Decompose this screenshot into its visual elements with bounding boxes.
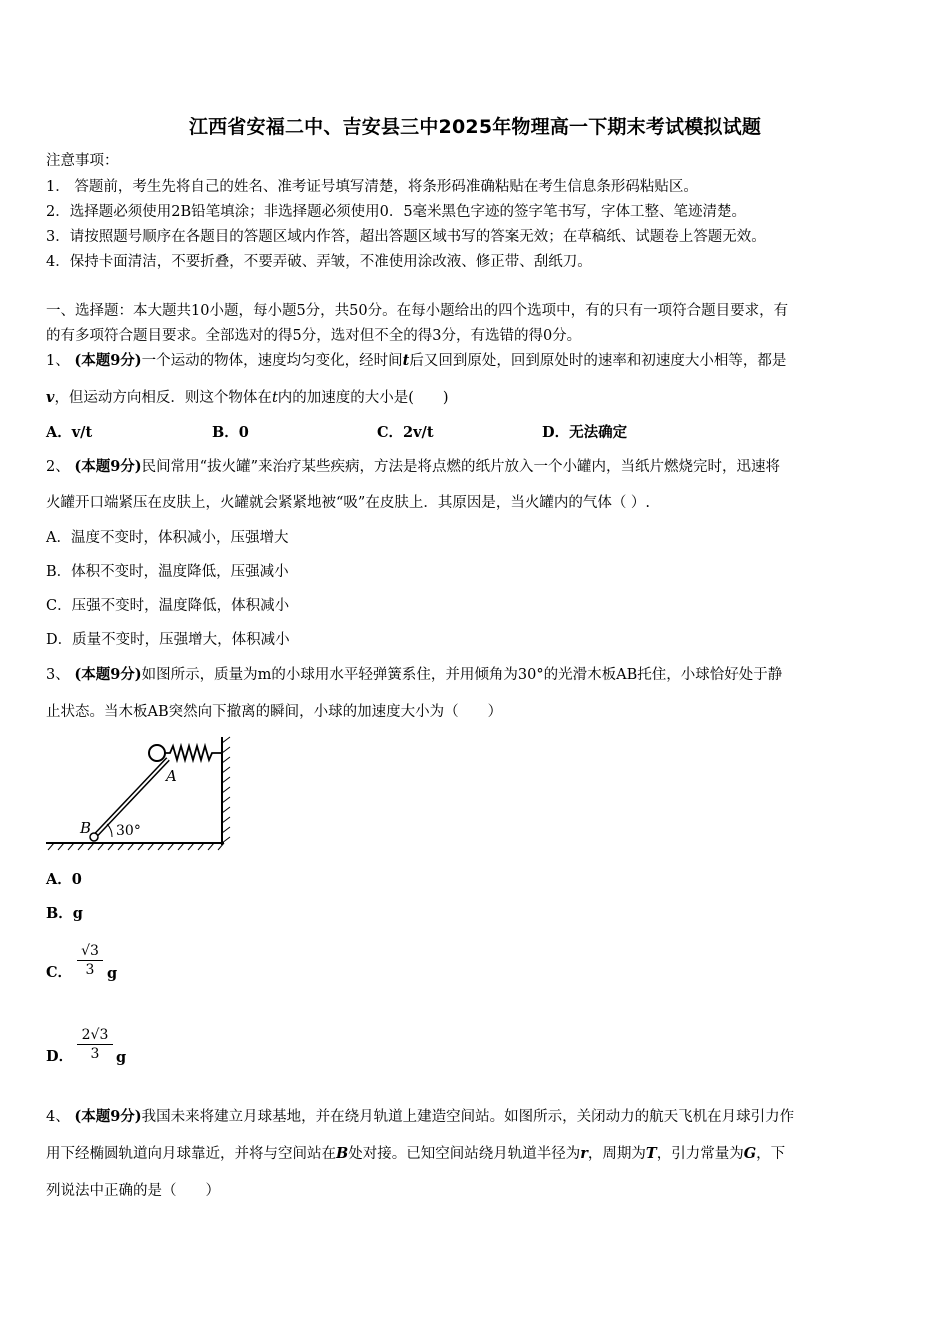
notice-item-4: 4．保持卡面清洁，不要折叠，不要弄破、弄皱，不准使用涂改液、修正带、刮纸刀。 bbox=[46, 254, 592, 270]
question-text: ，但运动方向相反．则这个物体在 bbox=[54, 390, 272, 406]
notice-heading: 注意事项： bbox=[46, 153, 119, 169]
variable-t: t bbox=[271, 390, 278, 406]
question-text: 后又回到原处，回到原处时的速率和初速度大小相等，都是 bbox=[409, 353, 787, 369]
q3-option-d-fraction bbox=[77, 1026, 113, 1063]
label-b: B bbox=[80, 819, 92, 837]
fraction-denominator: 3 bbox=[77, 960, 103, 979]
q3-option-a[interactable]: A．0 bbox=[46, 871, 82, 888]
q3-option-d[interactable] bbox=[46, 1047, 73, 1067]
question-text: ，周期为 bbox=[587, 1146, 646, 1162]
question-text: 如图所示，质量为m的小球用水平轻弹簧系住，并用倾角为30°的光滑木板AB托住，小球恰好处于静 bbox=[141, 667, 783, 683]
question-text: 民间常用“拔火罐”来治疗某些疾病，方法是将点燃的纸片放入一个小罐内，当纸片燃烧完时，迅速将 bbox=[141, 459, 780, 475]
question-4-line-3: 列说法中正确的是（ ） bbox=[46, 1183, 220, 1199]
question-4-line-2 bbox=[46, 1144, 785, 1164]
fraction-numerator: 2√3 bbox=[81, 1027, 109, 1043]
notice-item-3: 3．请按照题号顺序在各题目的答题区域内作答，超出答题区域书写的答案无效；在草稿纸、试题卷上答题无效。 bbox=[46, 229, 766, 245]
question-3-line-2: 止状态。当木板AB突然向下撤离的瞬间，小球的加速度大小为（ ） bbox=[46, 704, 503, 720]
question-number: 3、 bbox=[46, 667, 70, 683]
fraction-numerator: √3 bbox=[81, 943, 99, 959]
ball-m bbox=[149, 745, 165, 761]
label-a: A bbox=[166, 767, 177, 785]
question-text: ，引力常量为 bbox=[656, 1146, 744, 1162]
incline-spring-figure bbox=[46, 733, 236, 853]
section-intro-line-1: 一、选择题：本大题共10小题，每小题5分，共50分。在每小题给出的四个选项中，有的只有一项符合题目要求，有 bbox=[46, 303, 789, 319]
angle-label: 30° bbox=[116, 823, 141, 839]
q1-option-a[interactable]: A．v/t bbox=[46, 424, 93, 441]
q1-option-b[interactable]: B．0 bbox=[212, 424, 249, 441]
question-number: 4、 bbox=[46, 1109, 70, 1125]
q3-option-c[interactable] bbox=[46, 963, 72, 983]
q2-option-b[interactable]: B．体积不变时，温度降低，压强减小 bbox=[46, 564, 289, 580]
question-tag: (本题9分) bbox=[74, 1108, 142, 1125]
q1-option-c[interactable]: C．2v/t bbox=[377, 424, 434, 441]
question-1-line-1 bbox=[46, 351, 786, 371]
variable-v: v bbox=[46, 389, 55, 406]
hinge-b bbox=[90, 833, 98, 841]
question-text: 一个运动的物体，速度均匀变化，经时间 bbox=[141, 353, 403, 369]
wall-hatching bbox=[222, 737, 230, 843]
question-text: ，下 bbox=[756, 1146, 786, 1162]
notice-item-1: 1． 答题前，考生先将自己的姓名、准考证号填写清楚，将条形码准确粘贴在考生信息条形码粘贴区。 bbox=[46, 179, 698, 195]
variable-r: r bbox=[580, 1145, 588, 1162]
q2-option-c[interactable]: C．压强不变时，温度降低，体积减小 bbox=[46, 598, 290, 614]
variable-t: t bbox=[402, 352, 410, 369]
question-text: 处对接。已知空间站绕月轨道半径为 bbox=[348, 1146, 581, 1162]
section-intro-line-2: 的有多项符合题目要求。全部选对的得5分，选对但不全的得3分，有选错的得0分。 bbox=[46, 328, 582, 344]
notice-item-2: 2．选择题必须使用2B铅笔填涂；非选择题必须使用0．5毫米黑色字迹的签字笔书写，字体工整、笔迹清楚。 bbox=[46, 204, 747, 220]
spring bbox=[165, 746, 222, 760]
option-label: D． bbox=[46, 1048, 74, 1065]
question-tag: (本题9分) bbox=[74, 352, 142, 369]
question-text: 我国未来将建立月球基地，并在绕月轨道上建造空间站。如图所示，关闭动力的航天飞机在月球引力作 bbox=[141, 1109, 795, 1125]
q3-option-c-fraction bbox=[77, 942, 103, 979]
option-label: C． bbox=[46, 964, 73, 981]
question-3-line-1 bbox=[46, 665, 782, 685]
variable-g: G bbox=[743, 1145, 757, 1162]
question-text: 内的加速度的大小是( ) bbox=[277, 390, 449, 406]
question-tag: (本题9分) bbox=[74, 458, 142, 475]
question-number: 1、 bbox=[46, 353, 70, 369]
question-2-line-2: 火罐开口端紧压在皮肤上，火罐就会紧紧地被“吸”在皮肤上．其原因是，当火罐内的气体（ ）. bbox=[46, 495, 651, 511]
question-number: 2、 bbox=[46, 459, 70, 475]
q1-option-d[interactable]: D．无法确定 bbox=[542, 424, 628, 441]
question-4-line-1 bbox=[46, 1107, 794, 1127]
ground-hatching bbox=[48, 843, 224, 850]
page-title: 江西省安福二中、吉安县三中2025年物理高一下期末考试模拟试题 bbox=[188, 116, 762, 138]
variable-t-period: T bbox=[645, 1145, 657, 1162]
q3-option-c-unit: g bbox=[107, 965, 118, 982]
q3-option-d-unit: g bbox=[116, 1049, 127, 1066]
question-text: 用下经椭圆轨道向月球靠近，并将与空间站在 bbox=[46, 1146, 336, 1162]
fraction-denominator: 3 bbox=[77, 1044, 113, 1063]
question-tag: (本题9分) bbox=[74, 666, 142, 683]
q3-option-b[interactable]: B．g bbox=[46, 905, 83, 922]
q2-option-d[interactable]: D．质量不变时，压强增大，体积减小 bbox=[46, 632, 290, 648]
question-2-line-1 bbox=[46, 457, 780, 477]
question-1-line-2 bbox=[46, 388, 449, 408]
variable-b: B bbox=[336, 1145, 349, 1162]
q2-option-a[interactable]: A．温度不变时，体积减小，压强增大 bbox=[46, 530, 289, 546]
